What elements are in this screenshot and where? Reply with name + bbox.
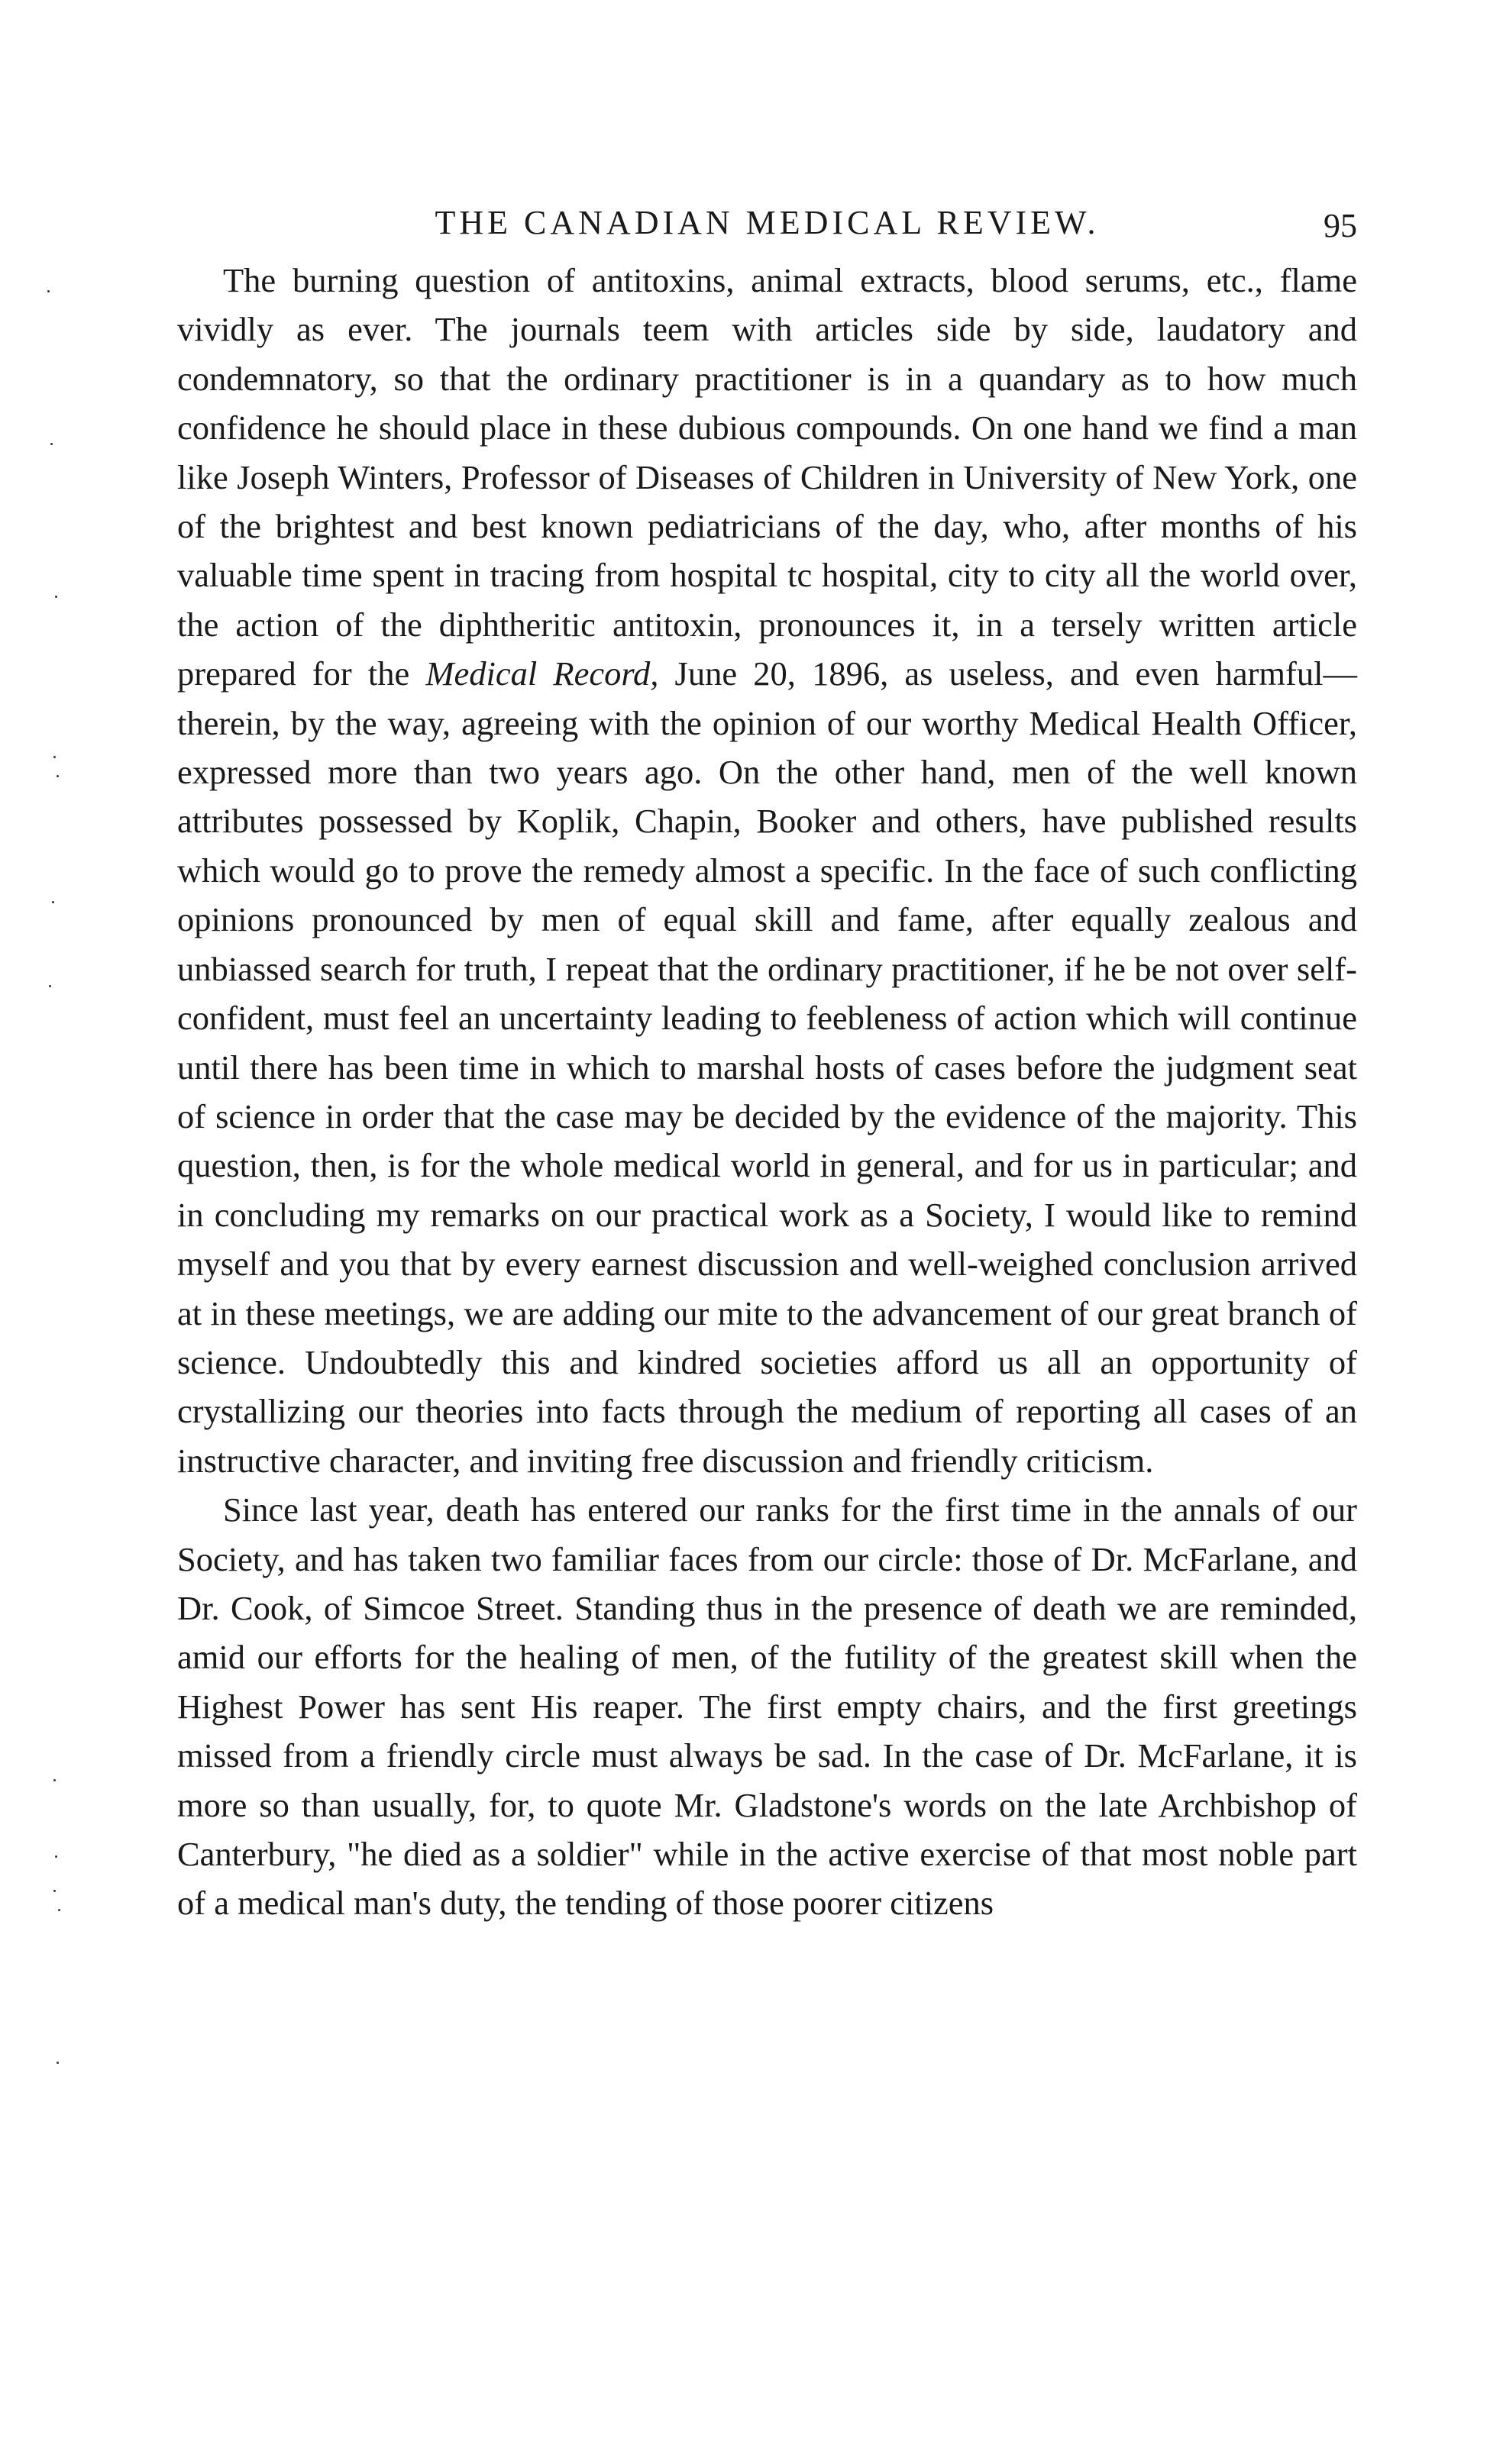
italic-journal-name: Medical Record, [425,654,659,693]
page-number: 95 [1324,207,1357,244]
paragraph-antitoxins [177,256,1357,1485]
margin-specks [0,0,92,2464]
paragraph-text: June 20, 1896, as useless, and even harmful—therein, by the way, agreeing with the opinion of our worthy Medical Health Officer, expressed more than two years ago. On the other hand, men of the well known attributes possessed by Koplik, Chapin, Booker and others, have published results which would go to prove the remedy almost a specific. In the face of such conflicting opinions pronounced by men of equal skill and fame, after equally zealous and unbiassed search for truth, I repeat that the ordinary practitioner, if he be not over self-confident, must feel an uncertainty leading to feebleness of action which will continue until there has been time in which to marshal hosts of cases before the judgment seat of science in order that the case may be decided by the evidence of the majority. This question, then, is for the whole medical world in general, and for us in particular; and in concluding my remarks on our practical work as a Society, I would like to remind myself and you that by every earnest discussion and well-weighed conclusion arrived at in these meetings, we are adding our mite to the advancement of our great branch of science. Undoubtedly this and kindred societies afford us all an opportunity of crystallizing our theories into facts through the medium of reporting all cases of an instructive character, and inviting free discussion and friendly criticism. [177,654,1357,1480]
running-head [177,200,1357,246]
journal-title: THE CANADIAN MEDICAL REVIEW. [435,204,1100,241]
paragraph-text: The burning question of antitoxins, animal extracts, blood serums, etc., flame vividly as ever. The journals teem with articles side by side, laudatory and condemnatory, so that the ordinary practitioner is in a quandary as to how much confidence he should place in these dubious compounds. On one hand we find a man like Joseph Winters, Professor of Diseases of Children in University of New York, one of the brightest and best known pediatricians of the day, who, after months of his valuable time spent in tracing from hospital tc hospital, city to city all the world over, the action of the diphtheritic antitoxin, pronounces it, in a tersely written article prepared for the [177,261,1357,693]
paragraph-death-in-ranks: Since last year, death has entered our ranks for the first time in the annals of our Society, and has taken two familiar faces from our circle: those of Dr. McFarlane, and Dr. Cook, of Simcoe Street. Standing thus in the presence of death we are reminded, amid our efforts for the healing of men, of the futility of the greatest skill when the Highest Power has sent His reaper. The first empty chairs, and the first greetings missed from a friendly circle must always be sad. In the case of Dr. McFarlane, it is more so than usually, for, to quote Mr. Gladstone's words on the late Archbishop of Canterbury, "he died as a soldier" while in the active exercise of that most noble part of a medical man's duty, the tending of those poorer citizens [177,1490,1357,1923]
body-text [177,256,1357,1928]
